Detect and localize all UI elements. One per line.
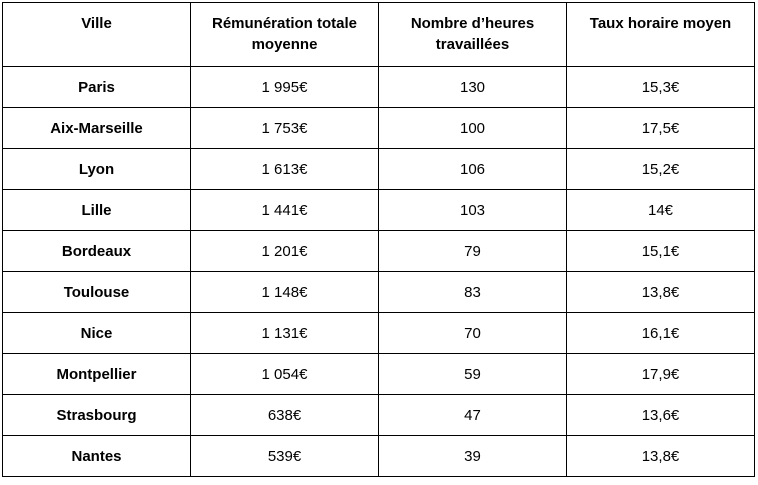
table-body — [3, 67, 755, 477]
rate-cell: 15,3€ — [567, 67, 755, 108]
city-cell: Strasbourg — [3, 395, 191, 436]
remuneration-cell: 539€ — [191, 436, 379, 477]
header-row — [3, 3, 755, 67]
earnings-table — [2, 2, 755, 477]
hours-cell: 130 — [379, 67, 567, 108]
hours-cell: 39 — [379, 436, 567, 477]
table-row — [3, 272, 755, 313]
rate-cell: 17,5€ — [567, 108, 755, 149]
header-taux: Taux horaire moyen — [567, 3, 755, 67]
hours-cell: 70 — [379, 313, 567, 354]
city-cell: Lyon — [3, 149, 191, 190]
table-row — [3, 231, 755, 272]
table-row — [3, 149, 755, 190]
rate-cell: 13,6€ — [567, 395, 755, 436]
header-remuneration: Rémunération totale moyenne — [191, 3, 379, 67]
hours-cell: 83 — [379, 272, 567, 313]
hours-cell: 100 — [379, 108, 567, 149]
city-cell: Toulouse — [3, 272, 191, 313]
remuneration-cell: 1 148€ — [191, 272, 379, 313]
rate-cell: 17,9€ — [567, 354, 755, 395]
city-cell: Bordeaux — [3, 231, 191, 272]
rate-cell: 14€ — [567, 190, 755, 231]
table-row — [3, 313, 755, 354]
table-header — [3, 3, 755, 67]
table-row — [3, 67, 755, 108]
city-cell: Lille — [3, 190, 191, 231]
remuneration-cell: 1 131€ — [191, 313, 379, 354]
hours-cell: 59 — [379, 354, 567, 395]
rate-cell: 15,2€ — [567, 149, 755, 190]
remuneration-cell: 1 054€ — [191, 354, 379, 395]
remuneration-cell: 1 753€ — [191, 108, 379, 149]
hours-cell: 103 — [379, 190, 567, 231]
header-ville: Ville — [3, 3, 191, 67]
rate-cell: 13,8€ — [567, 436, 755, 477]
rate-cell: 13,8€ — [567, 272, 755, 313]
table-row — [3, 436, 755, 477]
city-cell: Paris — [3, 67, 191, 108]
remuneration-cell: 638€ — [191, 395, 379, 436]
hours-cell: 79 — [379, 231, 567, 272]
remuneration-cell: 1 995€ — [191, 67, 379, 108]
table-row — [3, 354, 755, 395]
remuneration-cell: 1 613€ — [191, 149, 379, 190]
rate-cell: 16,1€ — [567, 313, 755, 354]
hours-cell: 47 — [379, 395, 567, 436]
remuneration-cell: 1 201€ — [191, 231, 379, 272]
city-cell: Nantes — [3, 436, 191, 477]
city-cell: Aix-Marseille — [3, 108, 191, 149]
table-row — [3, 108, 755, 149]
table-row — [3, 190, 755, 231]
city-cell: Montpellier — [3, 354, 191, 395]
header-heures: Nombre d’heures travaillées — [379, 3, 567, 67]
hours-cell: 106 — [379, 149, 567, 190]
remuneration-cell: 1 441€ — [191, 190, 379, 231]
city-cell: Nice — [3, 313, 191, 354]
rate-cell: 15,1€ — [567, 231, 755, 272]
table-row — [3, 395, 755, 436]
